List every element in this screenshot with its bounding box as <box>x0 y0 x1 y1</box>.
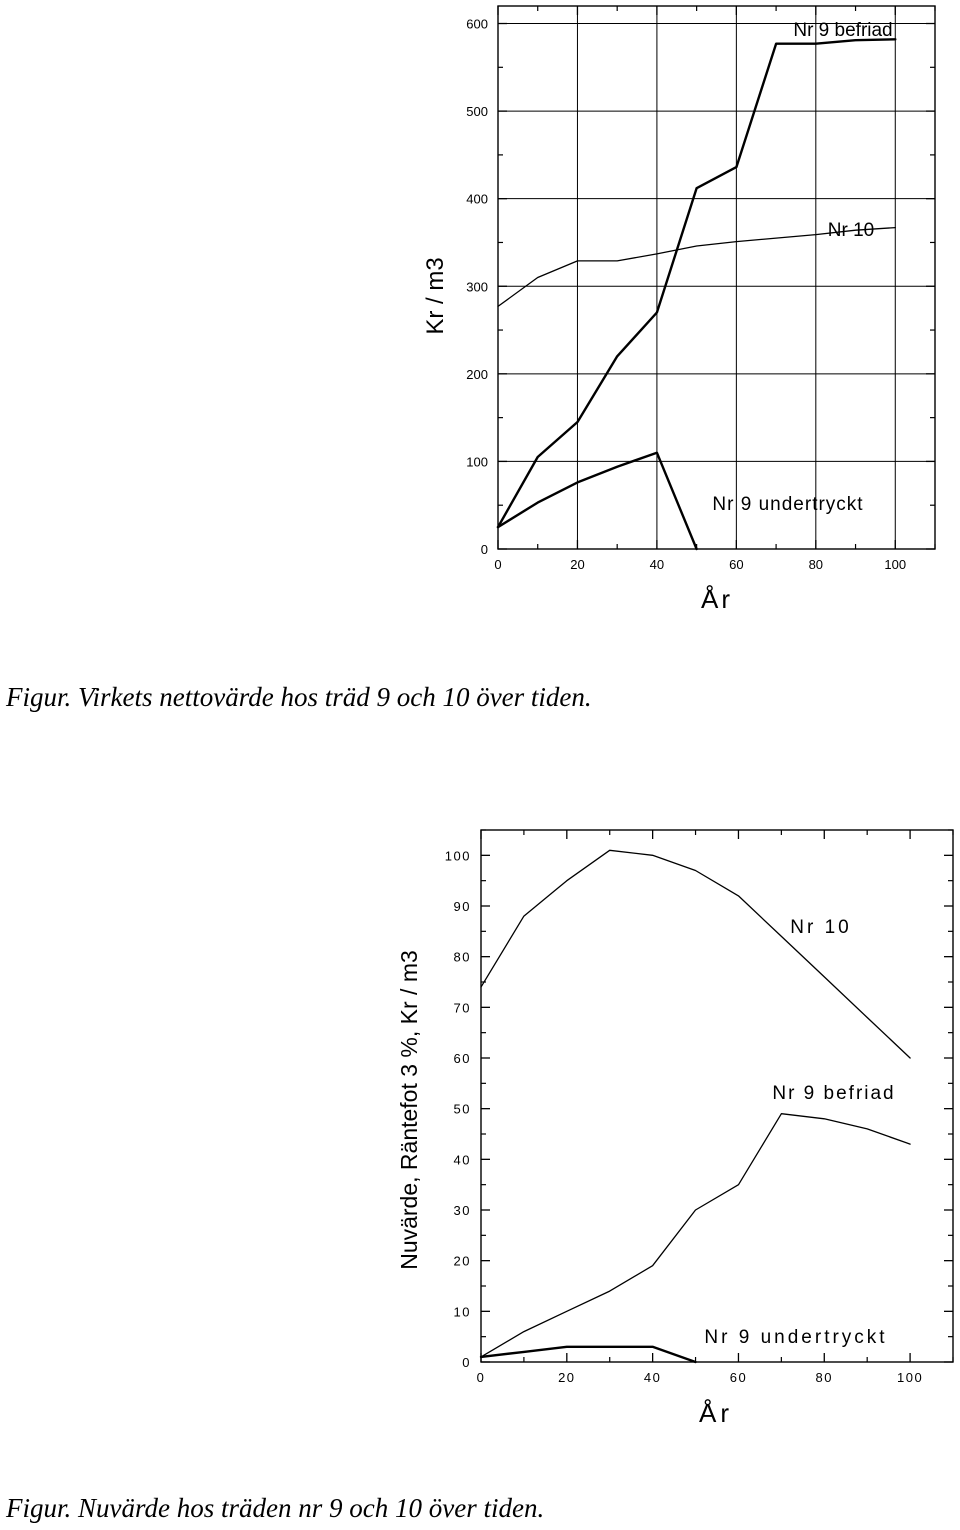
chart-2-xtick-label: 80 <box>815 1370 834 1385</box>
figure-1-caption: Figur. Virkets nettovärde hos träd 9 och 10 över tiden. <box>6 682 592 712</box>
chart-2-ytick-label: 20 <box>453 1253 471 1269</box>
chart-1-grid <box>498 6 935 549</box>
chart-2-series-line-nr-9-undertryckt <box>481 1347 696 1362</box>
figure-2-caption: Figur. Nuvärde hos träden nr 9 och 10 över tiden. <box>6 1493 545 1523</box>
chart-1-plot-frame <box>498 6 935 549</box>
chart-1-ylabel: Kr / m3 <box>422 257 449 335</box>
chart-1-ytick-label: 600 <box>466 16 488 32</box>
chart-1-ytick-label: 500 <box>466 104 488 120</box>
chart-2-xlabel: År <box>699 1398 733 1428</box>
chart-2-ytick-label: 60 <box>453 1051 471 1066</box>
chart-2-series-label-nr10: Nr 10 <box>790 917 852 938</box>
chart-1-ytick-label: 100 <box>466 454 488 470</box>
chart-2-series-line-nr-10 <box>481 850 910 1058</box>
chart-1-ticks <box>466 6 935 572</box>
chart-1-xtick-label: 40 <box>649 557 665 572</box>
chart-1-ytick-label: 0 <box>480 542 488 557</box>
chart-1 <box>422 6 935 614</box>
chart-2-xtick-label: 40 <box>643 1370 662 1385</box>
chart-1-series-label-nr9-undertryckt: Nr 9 undertryckt <box>712 494 864 515</box>
chart-2-series-label-nr9-befriad: Nr 9 befriad <box>772 1083 896 1104</box>
chart-2-ticks <box>445 830 953 1385</box>
chart-1-xtick-label: 20 <box>570 557 585 572</box>
chart-2-ytick-label: 100 <box>444 848 471 864</box>
chart-2-xtick-label: 0 <box>476 1370 486 1385</box>
chart-1-series <box>498 39 895 549</box>
chart-2-series-label-nr9-undertryckt: Nr 9 undertryckt <box>704 1327 888 1348</box>
chart-2-ytick-label: 40 <box>453 1152 471 1168</box>
chart-2-ylabel: Nuvärde, Räntefot 3 %, Kr / m3 <box>396 950 422 1270</box>
chart-2-series-line-nr-9-befriad <box>481 1114 910 1357</box>
chart-2-xtick-label: 20 <box>558 1370 576 1385</box>
chart-2 <box>396 830 953 1428</box>
chart-1-xlabel: År <box>701 584 733 614</box>
chart-2-ytick-label: 10 <box>453 1304 471 1320</box>
chart-1-xtick-label: 0 <box>494 557 502 572</box>
chart-2-ytick-label: 0 <box>462 1355 471 1370</box>
chart-2-ytick-label: 80 <box>453 949 471 965</box>
chart-1-ytick-label: 300 <box>466 279 488 295</box>
chart-2-ytick-label: 30 <box>453 1203 471 1218</box>
chart-1-ytick-label: 200 <box>466 366 488 382</box>
chart-1-series-label-nr10: Nr 10 <box>827 220 875 241</box>
chart-2-ytick-label: 50 <box>453 1101 471 1117</box>
chart-1-ytick-label: 400 <box>466 191 488 207</box>
chart-2-ytick-label: 90 <box>453 899 471 914</box>
chart-1-xtick-label: 60 <box>729 557 744 572</box>
chart-1-xtick-label: 80 <box>808 557 824 572</box>
chart-2-xtick-label: 100 <box>896 1370 924 1385</box>
chart-1-series-line-nr-9-befriad <box>498 39 895 527</box>
chart-1-xtick-label: 100 <box>884 557 907 572</box>
chart-2-xtick-label: 60 <box>729 1370 748 1385</box>
chart-1-series-line-nr-9-undertryckt <box>498 453 697 549</box>
chart-2-ytick-label: 70 <box>453 1000 471 1016</box>
chart-1-series-label-nr9-befriad: Nr 9 befriad <box>793 20 893 41</box>
